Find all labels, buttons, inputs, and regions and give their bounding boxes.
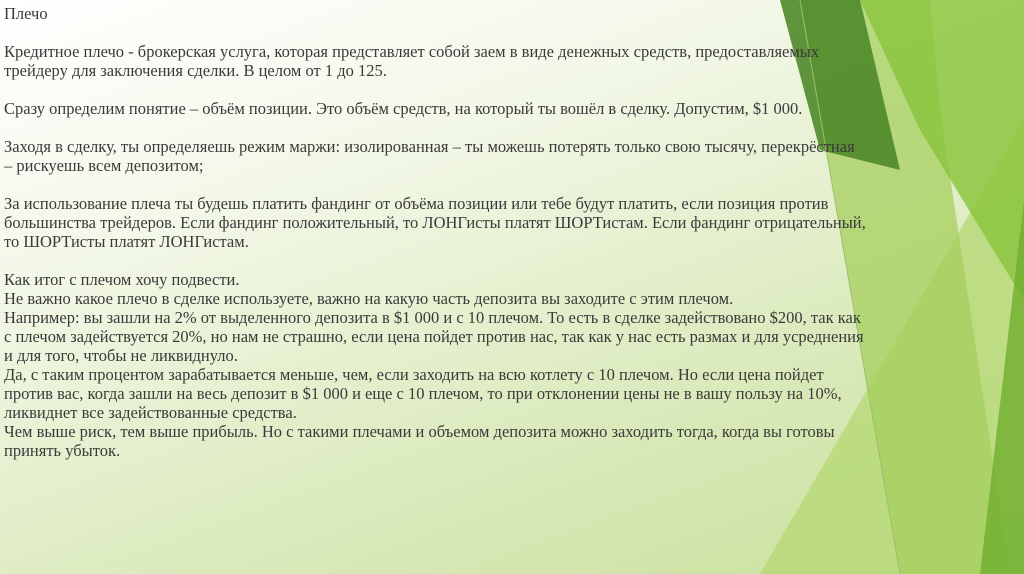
paragraph-risk-reward: Чем выше риск, тем выше прибыль. Но с такими плечами и объемом депозита можно заходить тогда, когда вы готовы принять убыток. (4, 422, 835, 460)
paragraph-margin-mode: Заходя в сделку, ты определяешь режим маржи: изолированная – ты можешь потерять только свою тысячу, перекрёстная – рискуешь всем депозитом; (4, 137, 855, 175)
paragraph-position-volume: Сразу определим понятие – объём позиции. Это объём средств, на который ты вошёл в сделку. Допустим, $1 000. (4, 99, 803, 118)
paragraph-deposit-share: Не важно какое плечо в сделке используете, важно на какую часть депозита вы заходите с этим плечом. (4, 289, 734, 308)
paragraph-summary-intro: Как итог с плечом хочу подвести. (4, 270, 240, 289)
paragraph-example: Например: вы зашли на 2% от выделенного депозита в $1 000 и с 10 плечом. То есть в сделке задействовано $200, так как с плечом задействуется 20%, но нам не страшно, если цена пойдет против нас, так как у нас есть размах и для усреднения и для того, чтобы не ликвиднуло. (4, 308, 864, 365)
slide-content (4, 4, 1020, 460)
slide-title: Плечо (4, 4, 48, 23)
paragraph-leverage-definition: Кредитное плечо - брокерская услуга, которая представляет собой заем в виде денежных средств, предоставляемых трейдеру для заключения сделки. В целом от 1 до 125. (4, 42, 820, 80)
paragraph-full-deposit: Да, с таким процентом зарабатывается меньше, чем, если заходить на всю котлету с 10 плечом. Но если цена пойдет против вас, когда зашли на весь депозит в $1 000 и еще с 10 плечом, то при отклонении цены не в вашу пользу на 10%, ликвиднет все задействованные средства. (4, 365, 842, 422)
paragraph-funding: За использование плеча ты будешь платить фандинг от объёма позиции или тебе будут платить, если позиция против большинства трейдеров. Если фандинг положительный, то ЛОНГисты платят ШОРТистам. Если фандинг отрицательный, то ШОРТисты платят ЛОНГистам. (4, 194, 866, 251)
